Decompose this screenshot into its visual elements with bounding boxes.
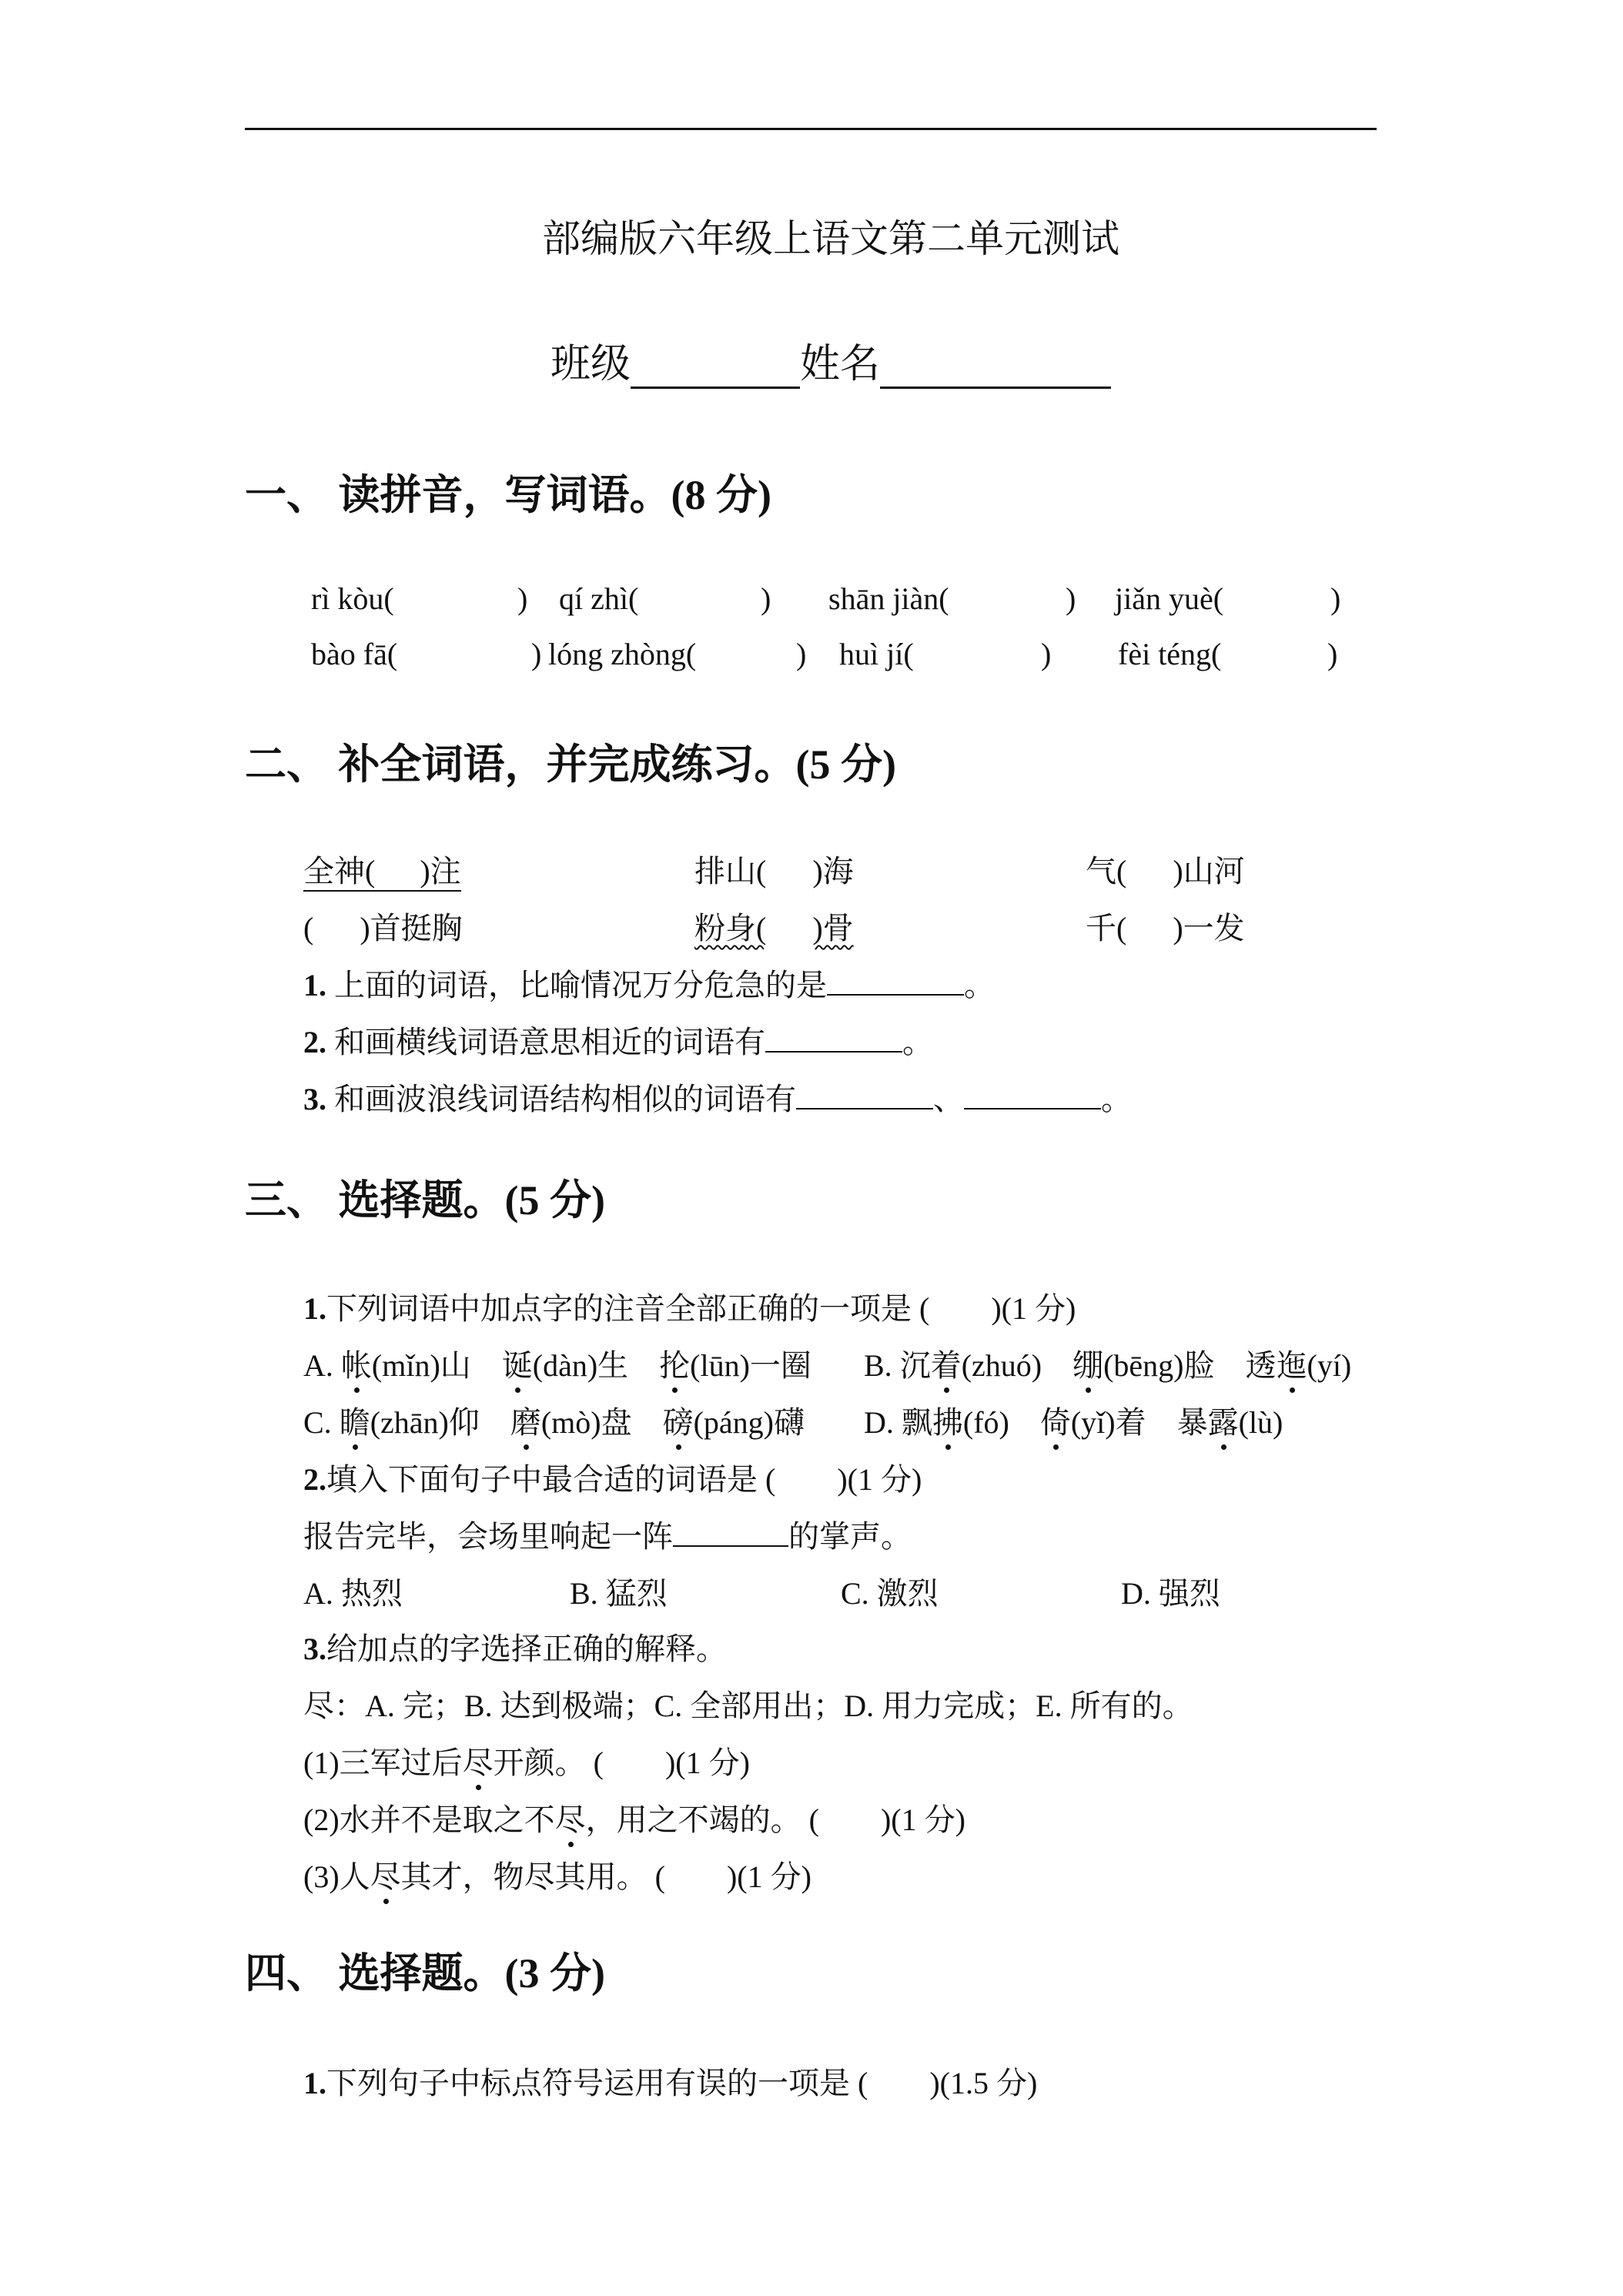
section3-q1: 1.下列词语中加点字的注音全部正确的一项是 ( )(1 分) [303,1291,1076,1326]
section1-heading: 一、 读拼音，写词语。(8 分) [245,472,771,518]
pinyin-item: bào fā( [311,637,398,671]
section3-q3-definition: 尽：A. 完；B. 达到极端；C. 全部用出；D. 用力完成；E. 所有的。 [303,1689,1193,1723]
section2-q3: 3. 和画波浪线词语结构相似的词语有 、 。 [303,1082,1132,1116]
section2-q1: 1. 上面的词语，比喻情况万分危急的是 。 [303,968,995,1002]
option-b: B. 沉着(zhuó) 绷(bēng)脸 透迤(yí) [864,1341,1351,1385]
pinyin-item: jiǎn yuè( [1115,581,1224,616]
section3-q3-item1: (1)三军过后尽开颜。 ( )(1 分) [303,1739,750,1782]
header-rule [245,128,1377,130]
section3-q2-sentence: 报告完毕，会场里响起一阵 的掌声。 [303,1519,912,1554]
answer-blank[interactable] [673,1518,788,1547]
word-quanshen-guanzhu: 全神( )注 [303,847,461,891]
pinyin-close: ) [761,581,771,616]
section4-heading: 四、 选择题。(3 分) [245,1950,605,1996]
answer-blank[interactable] [796,1080,933,1110]
section3-q3-item2: (2)水并不是取之不尽，用之不竭的。 ( )(1 分) [303,1796,965,1839]
pinyin-close: ) [796,637,807,671]
pinyin-close: ) [1330,581,1341,616]
pinyin-close: ) [1041,637,1052,671]
word-fenshen-suigu: 粉身( )骨 [694,911,854,946]
option-a: A. 帐(mǐn)山 诞(dàn)生 抡(lūn)一圈 [303,1341,812,1385]
page-title: 部编版六年级上语文第二单元测试 [542,217,1119,260]
q2-option-b: B. 猛烈 [570,1576,668,1611]
pinyin-item: lóng zhòng( [548,637,697,671]
answer-blank[interactable] [964,1080,1101,1110]
section3-q2: 2.填入下面句子中最合适的词语是 ( )(1 分) [303,1462,922,1497]
section4-q1: 1.下列句子中标点符号运用有误的一项是 ( )(1.5 分) [303,2066,1038,2100]
pinyin-item: qí zhì( [559,581,639,616]
section2-heading: 二、 补全词语，并完成练习。(5 分) [245,741,896,788]
pinyin-item: shān jiàn( [828,581,949,616]
section3-heading: 三、 选择题。(5 分) [245,1177,605,1223]
name-blank[interactable] [880,346,1111,389]
class-name-line [0,331,1623,389]
option-d: D. 飘拂(fó) 倚(yǐ)着 暴露(lù) [864,1398,1283,1442]
section2-q2: 2. 和画横线词语意思相近的词语有 。 [303,1025,933,1059]
class-label: 班级 [550,343,631,387]
section3-q3-item3: (3)人尽其才，物尽其用。 ( )(1 分) [303,1853,812,1896]
pinyin-item: huì jí( [839,637,914,671]
word-angshou-tingxiong: ( )首挺胸 [303,911,463,946]
word-paishan-daohai: 排山( )海 [694,854,854,889]
pinyin-close: ) [1066,581,1076,616]
q2-option-d: D. 强烈 [1121,1576,1220,1611]
pinyin-item: rì kòu( [311,581,394,616]
answer-blank[interactable] [827,966,964,996]
section3-q3: 3.给加点的字选择正确的解释。 [303,1632,727,1666]
pinyin-close: ) [531,637,542,671]
answer-blank[interactable] [765,1023,902,1053]
pinyin-item: fèi téng( [1118,637,1222,671]
class-blank[interactable] [631,346,800,389]
name-label: 姓名 [800,343,881,387]
pinyin-close: ) [517,581,528,616]
pinyin-close: ) [1327,637,1338,671]
option-c: C. 瞻(zhān)仰 磨(mò)盘 磅(páng)礴 [303,1398,805,1442]
q2-option-c: C. 激烈 [841,1576,939,1611]
word-qianjun-yifa: 千( )一发 [1086,911,1245,946]
q2-option-a: A. 热烈 [303,1576,403,1611]
word-qitun-shanhe: 气( )山河 [1086,854,1245,889]
